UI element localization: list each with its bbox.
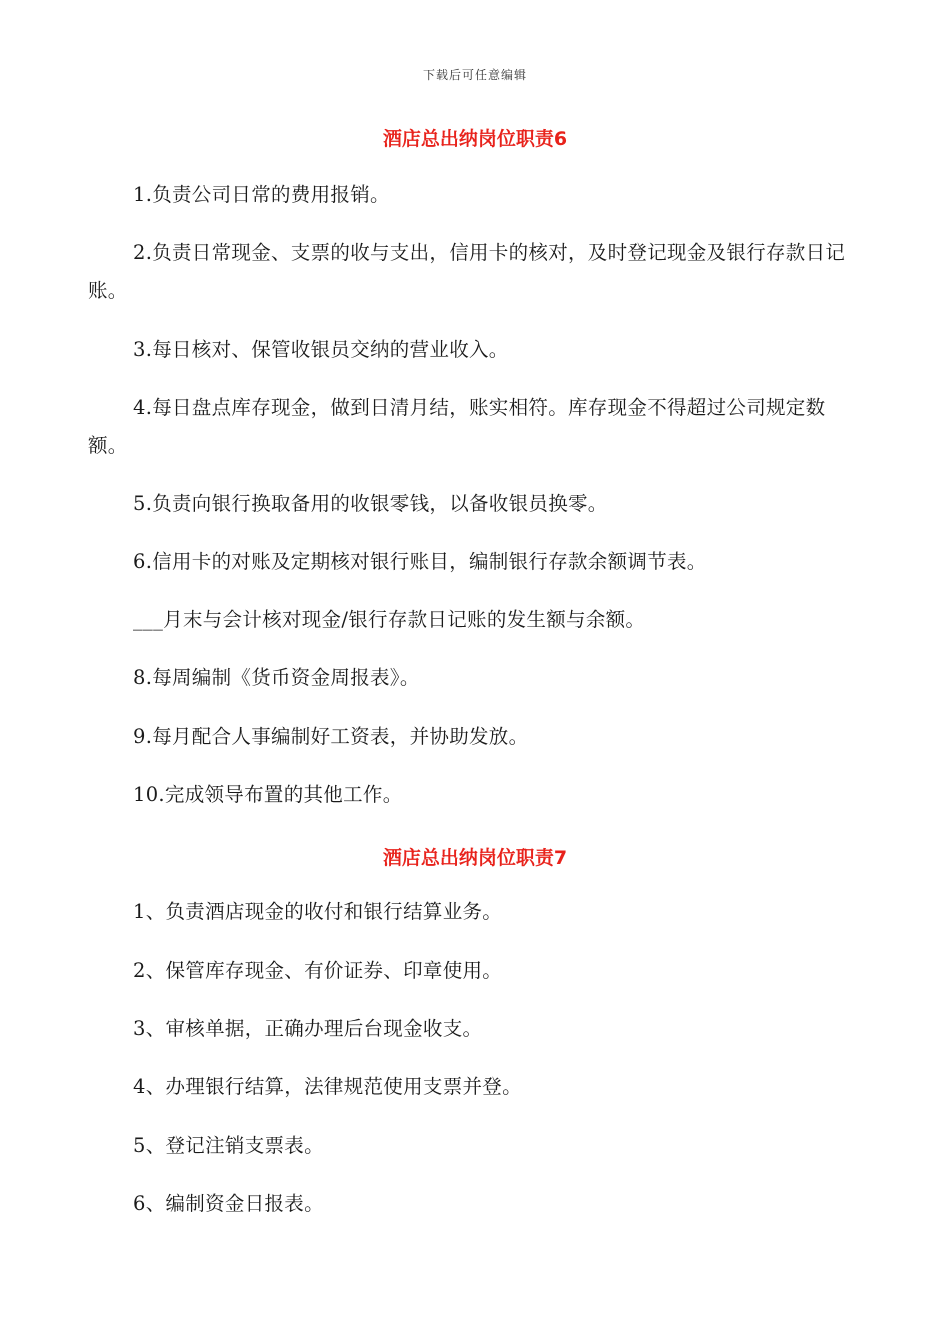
header-note: 下载后可任意编辑 <box>422 68 527 82</box>
duty-item-6-3: 3.每日核对、保管收银员交纳的营业收入。 <box>133 338 509 361</box>
duty-item-6-7: ___月末与会计核对现金/银行存款日记账的发生额与余额。 <box>133 608 646 631</box>
duty-item-7-2: 2、保管库存现金、有价证券、印章使用。 <box>133 959 503 982</box>
duty-item-7-4: 4、办理银行结算，法律规范使用支票并登。 <box>133 1075 522 1098</box>
duty-item-7-5: 5、登记注销支票表。 <box>133 1134 324 1157</box>
duty-item-6-6: 6.信用卡的对账及定期核对银行账目，编制银行存款余额调节表。 <box>133 550 707 573</box>
section-title-7: 酒店总出纳岗位职责7 <box>382 847 568 869</box>
duty-item-6-2: 2.负责日常现金、支票的收与支出，信用卡的核对，及时登记现金及银行存款日记账。 <box>88 241 846 302</box>
duty-item-6-10: 10.完成领导布置的其他工作。 <box>133 783 403 806</box>
duty-item-6-8: 8.每周编制《货币资金周报表》。 <box>133 666 420 689</box>
duty-item-6-1: 1.负责公司日常的费用报销。 <box>133 183 390 206</box>
duty-item-6-5: 5.负责向银行换取备用的收银零钱，以备收银员换零。 <box>133 492 608 515</box>
duty-item-6-4: 4.每日盘点库存现金，做到日清月结，账实相符。库存现金不得超过公司规定数额。 <box>88 396 826 457</box>
duty-item-7-3: 3、审核单据，正确办理后台现金收支。 <box>133 1017 483 1040</box>
duty-item-7-1: 1、负责酒店现金的收付和银行结算业务。 <box>133 900 503 923</box>
section-title-6: 酒店总出纳岗位职责6 <box>382 128 568 150</box>
duty-item-7-6: 6、编制资金日报表。 <box>133 1192 324 1215</box>
duty-item-6-9: 9.每月配合人事编制好工资表，并协助发放。 <box>133 725 529 748</box>
